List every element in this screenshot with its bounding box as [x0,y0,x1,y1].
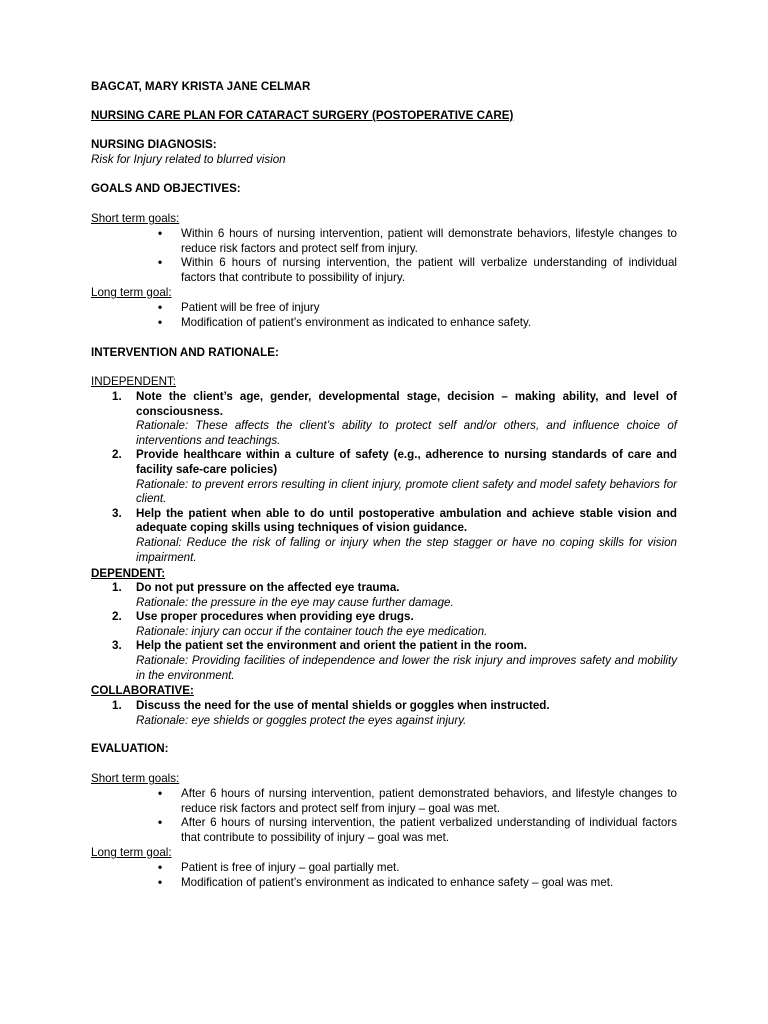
short-term-goals-label: Short term goals: [91,212,180,225]
intervention-text: Help the patient set the environment and orient the patient in the room. [136,639,528,653]
diagnosis-text: Risk for Injury related to blurred vision [91,153,286,166]
long-term-goals-list [91,301,677,330]
list-item [91,448,677,506]
diagnosis-heading: NURSING DIAGNOSIS: [91,138,217,151]
list-item [91,639,677,683]
document-title: NURSING CARE PLAN FOR CATARACT SURGERY (POSTOPERATIVE CARE) [91,109,514,122]
dependent-label: DEPENDENT: [91,567,166,580]
rationale-text: Rationale: the pressure in the eye may cause further damage. [136,595,454,609]
item-number: 1. [112,581,122,594]
list-item: • Within 6 hours of nursing intervention, the patient will verbalize understanding of individual factors that contribute to possibility of injury. [91,256,677,285]
intervention-text: Do not put pressure on the affected eye trauma. [136,581,400,594]
rationale-text: Rationale: injury can occur if the container touch the eye medication. [136,624,488,638]
rationale-text: Rationale: These affects the client’s ability to protect self and/or others, and influence choice of interventions and teachings. [136,419,677,447]
goals-heading: GOALS AND OBJECTIVES: [91,182,241,195]
intervention-text: Provide healthcare within a culture of safety (e.g., adherence to nursing standards of care and facility safe-care policies) [136,448,677,476]
list-item: • Modification of patient’s environment as indicated to enhance safety – goal was met. [91,876,677,891]
short-term-goals-list [91,227,677,285]
eval-long-term-label: Long term goal: [91,846,172,859]
intervention-text: Note the client’s age, gender, developmental stage, decision – making ability, and level of consciousness. [136,390,677,418]
evaluation-heading: EVALUATION: [91,742,169,755]
intervention-text: Discuss the need for the use of mental shields or goggles when instructed. [136,699,550,712]
rationale-text: Rationale: eye shields or goggles protect the eyes against injury. [136,713,467,727]
collaborative-list [91,699,677,728]
long-term-goal-label: Long term goal: [91,286,172,299]
collaborative-label: COLLABORATIVE: [91,684,194,697]
rationale-text: Rational: Reduce the risk of falling or injury when the step stagger or have no coping skills for vision impairment. [136,535,677,564]
eval-short-term-label: Short term goals: [91,772,180,785]
item-number: 3. [112,639,122,653]
author-name: BAGCAT, MARY KRISTA JANE CELMAR [91,80,311,93]
dependent-list [91,581,677,683]
rationale-text: Rationale: Providing facilities of independence and lower the risk injury and improves safety and mobility in the environment. [136,653,677,682]
independent-label: INDEPENDENT: [91,375,177,388]
list-item [91,507,677,565]
list-item: • Within 6 hours of nursing intervention, patient will demonstrate behaviors, lifestyle changes to reduce risk factors and protect self from injury. [91,227,677,256]
item-number: 3. [112,506,122,520]
item-number: 1. [112,390,122,403]
intervention-heading: INTERVENTION AND RATIONALE: [91,346,279,359]
item-number: 1. [112,699,122,712]
rationale-text: Rationale: to prevent errors resulting in client injury, promote client safety and model safety behaviors for client. [136,477,677,506]
item-number: 2. [112,448,122,462]
list-item [91,699,677,728]
eval-long-term-list [91,861,677,890]
list-item [91,610,677,639]
list-item: • After 6 hours of nursing intervention, patient demonstrated behaviors, and lifestyle changes to reduce risk factors and protect self from injury – goal was met. [91,787,677,816]
eval-short-term-list [91,787,677,845]
item-number: 2. [112,610,122,624]
list-item: • Patient is free of injury – goal partially met. [91,861,677,876]
intervention-text: Help the patient when able to do until postoperative ambulation and achieve stable vision and adequate coping skills using techniques of vision guidance. [136,506,677,535]
list-item: • After 6 hours of nursing intervention, the patient verbalized understanding of individual factors that contribute to possibility of injury – goal was met. [91,816,677,845]
independent-list [91,390,677,565]
list-item: • Modification of patient’s environment as indicated to enhance safety. [91,316,677,331]
list-item [91,581,677,610]
list-item: • Patient will be free of injury [91,301,677,316]
intervention-text: Use proper procedures when providing eye drugs. [136,610,414,624]
list-item [91,390,677,448]
